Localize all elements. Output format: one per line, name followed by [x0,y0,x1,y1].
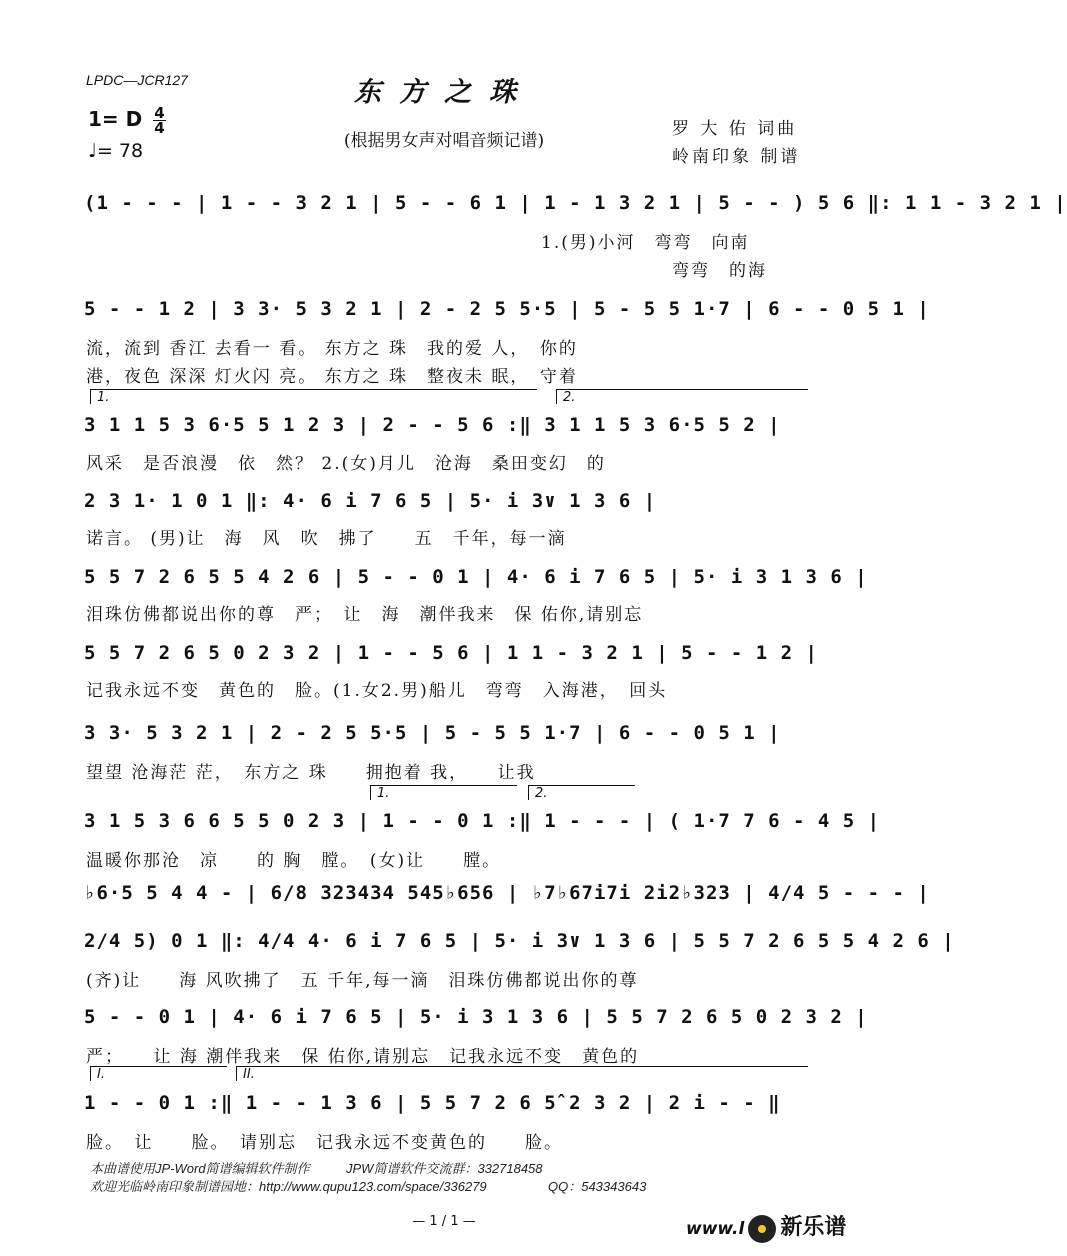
lyric-line: 流，流到 香江 去看一 看。 东方之 珠 我的爱 人， 你的 [86,339,578,359]
lyric-line: 港，夜色 深深 灯火闪 亮。 东方之 珠 整夜未 眠， 守着 [86,367,578,387]
notation-line: 3 1 1 5 3 6·5 5 1 2 3 | 2 - - 5 6 :‖ 3 1 1 5 3 6·5 5 2 | [84,414,781,436]
lyric-line: 望望 沧海茫 茫， 东方之 珠 拥抱着 我， 让我 [86,763,536,783]
notation-line: 3 1 5 3 6 6 5 5 0 2 3 | 1 - - 0 1 :‖ 1 - - - | ( 1·7 7 6 - 4 5 | [84,810,881,832]
volta-bracket: 1. [370,785,517,800]
notation-line: 1 - - 0 1 :‖ 1 - - 1 3 6 | 5 5 7 2 6 5̂ 2 3 2 | 2 i - - ‖ [84,1092,781,1114]
lyric-line: 泪珠仿佛都说出你的尊 严； 让 海 潮伴我来 保 佑你,请别忘 [86,605,644,625]
volta-bracket: 2. [528,785,635,800]
lyric-line: 弯弯 的海 [672,261,767,281]
volta-bracket: 1. [90,389,537,404]
footer-group-note: JPW简谱软件交流群：332718458 [346,1161,543,1176]
lyric-line: 严； 让 海 潮伴我来 保 佑你,请别忘 记我永远不变 黄色的 [86,1047,640,1067]
tempo-marking: ♩= 78 [88,140,144,162]
footer-website: 欢迎光临岭南印象制谱园地：http://www.qupu123.com/space/336279 [90,1179,487,1194]
volta-bracket: II. [236,1066,808,1081]
footer-software-note: 本曲谱使用JP-Word简谱编辑软件制作 [90,1161,310,1176]
notation-line: 2 3 1· 1 0 1 ‖: 4· 6 i 7 6 5 | 5· i 3∨ 1 3 6 | [84,490,657,512]
lyric-line: 脸。 让 脸。 请别忘 记我永远不变黄色的 脸。 [86,1133,563,1153]
footer-qq: QQ：543343643 [548,1179,647,1194]
score-code: LPDC—JCR127 [86,72,188,88]
volta-bracket: I. [90,1066,227,1081]
key-label: 1= D [88,107,143,131]
music-disc-icon [748,1215,776,1243]
notation-line: 5 5 7 2 6 5 5 4 2 6 | 5 - - 0 1 | 4· 6 i 7 6 5 | 5· i 3 1 3 6 | [84,566,868,588]
volta-bracket: 2. [556,389,808,404]
lyric-line: 温暖你那沧 凉 的 胸 膛。 (女)让 膛。 [86,851,502,871]
notation-line: 5 5 7 2 6 5 0 2 3 2 | 1 - - 5 6 | 1 1 - 3 2 1 | 5 - - 1 2 | [84,642,818,664]
notation-line: 3 3· 5 3 2 1 | 2 - 2 5 5·5 | 5 - 5 5 1·7 | 6 - - 0 5 1 | [84,722,781,744]
time-top: 4 [154,104,165,122]
time-bottom: 4 [154,119,165,137]
lyric-line: 诺言。 (男)让 海 风 吹 拂了 五 千年，每一滴 [86,529,567,549]
notation-line: 2/4 5) 0 1 ‖: 4/4 4· 6 i 7 6 5 | 5· i 3∨ 1 3 6 | 5 5 7 2 6 5 5 4 2 6 | [84,930,955,952]
subtitle: (根据男女声对唱音频记谱) [343,131,545,151]
page-number: — 1 / 1 — [412,1214,476,1229]
logo-url: www.l [686,1219,745,1239]
credit-composer: 罗 大 佑 词曲 [672,119,798,139]
notation-line: (1 - - - | 1 - - 3 2 1 | 5 - - 6 1 | 1 - 1 3 2 1 | 5 - - ) 5 6 ‖: 1 1 - 3 2 1 | [84,192,1067,214]
lyric-line: 1.(男)小河 弯弯 向南 [541,233,750,253]
notation-line: 5 - - 1 2 | 3 3· 5 3 2 1 | 2 - 2 5 5·5 | 5 - 5 5 1·7 | 6 - - 0 5 1 | [84,298,930,320]
lyric-line: (齐)让 海 风吹拂了 五 千年,每一滴 泪珠仿佛都说出你的尊 [86,971,639,991]
notation-line: 5 - - 0 1 | 4· 6 i 7 6 5 | 5· i 3 1 3 6 | 5 5 7 2 6 5 0 2 3 2 | [84,1006,868,1028]
notation-line: ♭6·5 5 4 4 - | 6/8 323434 545♭656 | ♭7♭67i7i 2i2♭323 | 4/4 5 - - - | [84,882,930,904]
lyric-line: 风采 是否浪漫 依 然？ 2.(女)月儿 沧海 桑田变幻 的 [86,454,606,474]
lyric-line: 记我永远不变 黄色的 脸。(1.女2.男)船儿 弯弯 入海港， 回头 [86,681,668,701]
logo-brand: 新乐谱 [780,1215,847,1240]
site-logo [686,1210,846,1243]
song-title: 东方之珠 [354,77,534,108]
credit-arranger: 岭南印象 制谱 [672,147,801,167]
